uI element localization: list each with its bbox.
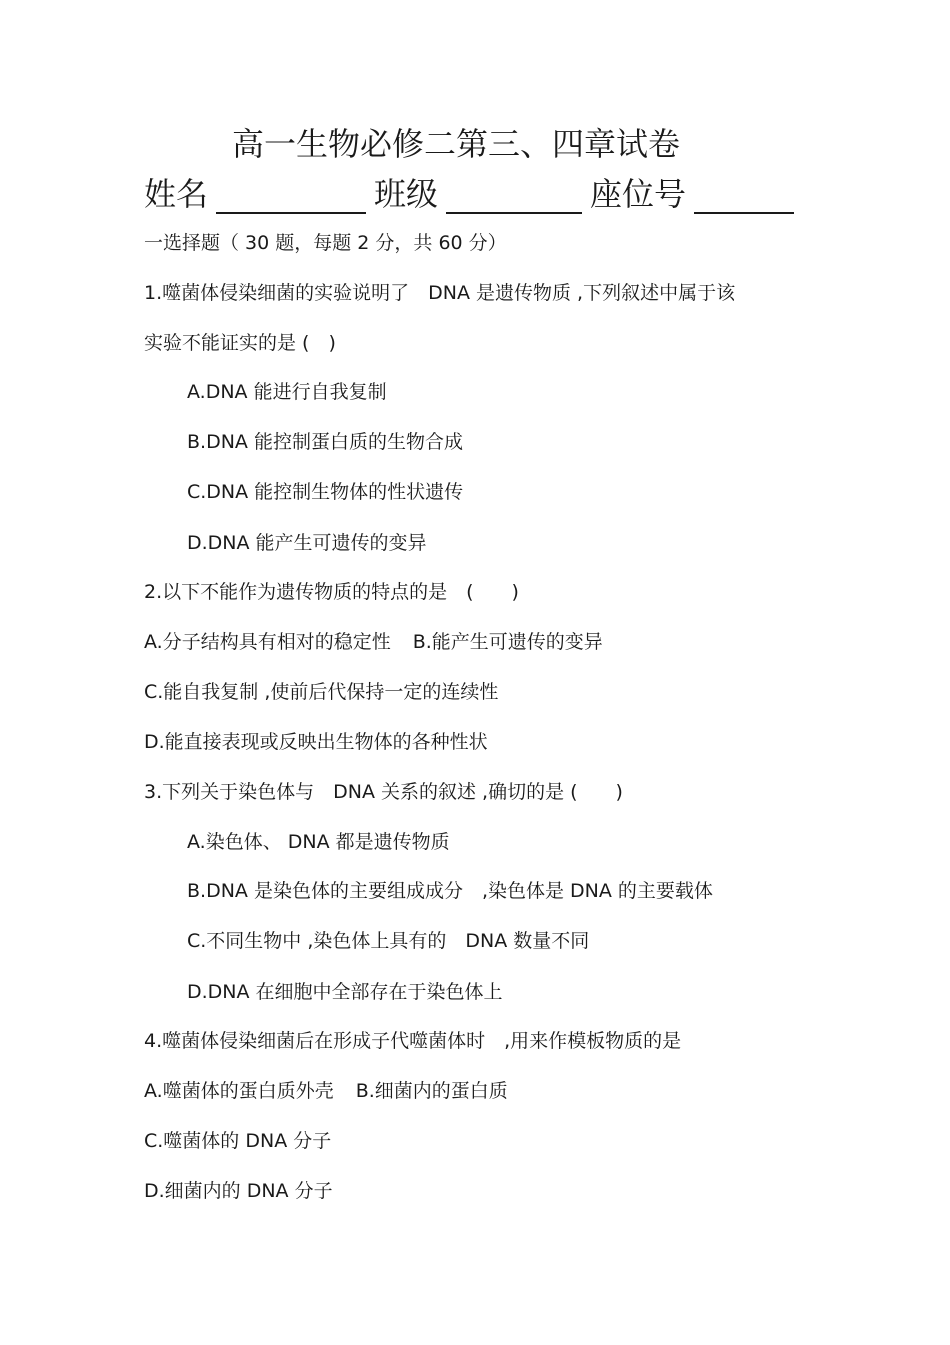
seat-label: 座位号 xyxy=(590,175,687,213)
question-2-option-c: C.能自我复制 ,使前后代保持一定的连续性 xyxy=(144,681,499,703)
question-3-option-b: B.DNA 是染色体的主要组成成分 ,染色体是 DNA 的主要载体 xyxy=(187,880,713,902)
question-2-stem: 2.以下不能作为遗传物质的特点的是 ( ) xyxy=(144,581,519,603)
seat-blank[interactable] xyxy=(694,178,794,214)
question-1-option-b: B.DNA 能控制蛋白质的生物合成 xyxy=(187,431,463,453)
section-header: 一选择题（ 30 题，每题 2 分，共 60 分） xyxy=(144,232,507,254)
page-title: 高一生物必修二第三、四章试卷 xyxy=(232,125,681,163)
class-blank[interactable] xyxy=(446,178,582,214)
question-2-options-row1 xyxy=(144,630,603,654)
question-4-option-c: C.噬菌体的 DNA 分子 xyxy=(144,1130,332,1152)
class-label: 班级 xyxy=(374,175,439,213)
question-1-stem-line1: 1.噬菌体侵染细菌的实验说明了 DNA 是遗传物质 ,下列叙述中属于该 xyxy=(144,282,736,304)
question-1-option-c: C.DNA 能控制生物体的性状遗传 xyxy=(187,481,464,503)
question-2-option-a: A.分子结构具有相对的稳定性 xyxy=(144,631,391,653)
question-1-option-a: A.DNA 能进行自我复制 xyxy=(187,381,387,403)
question-4-option-d: D.细菌内的 DNA 分子 xyxy=(144,1180,333,1202)
question-4-options-row1 xyxy=(144,1079,508,1103)
name-label: 姓名 xyxy=(144,175,209,213)
question-1-stem-line2: 实验不能证实的是 ( ) xyxy=(144,332,336,354)
question-4-option-a: A.噬菌体的蛋白质外壳 xyxy=(144,1080,334,1102)
question-3-option-d: D.DNA 在细胞中全部存在于染色体上 xyxy=(187,981,503,1003)
question-2-option-b: B.能产生可遗传的变异 xyxy=(412,631,603,653)
student-info-row xyxy=(144,174,802,214)
question-4-option-b: B.细菌内的蛋白质 xyxy=(355,1080,508,1102)
name-blank[interactable] xyxy=(216,178,366,214)
question-4-stem: 4.噬菌体侵染细菌后在形成子代噬菌体时 ,用来作模板物质的是 xyxy=(144,1030,682,1052)
question-3-option-a: A.染色体、 DNA 都是遗传物质 xyxy=(187,831,450,853)
question-1-option-d: D.DNA 能产生可遗传的变异 xyxy=(187,532,427,554)
question-2-option-d: D.能直接表现或反映出生物体的各种性状 xyxy=(144,731,488,753)
question-3-option-c: C.不同生物中 ,染色体上具有的 DNA 数量不同 xyxy=(187,930,590,952)
question-3-stem: 3.下列关于染色体与 DNA 关系的叙述 ,确切的是 ( ) xyxy=(144,781,623,803)
